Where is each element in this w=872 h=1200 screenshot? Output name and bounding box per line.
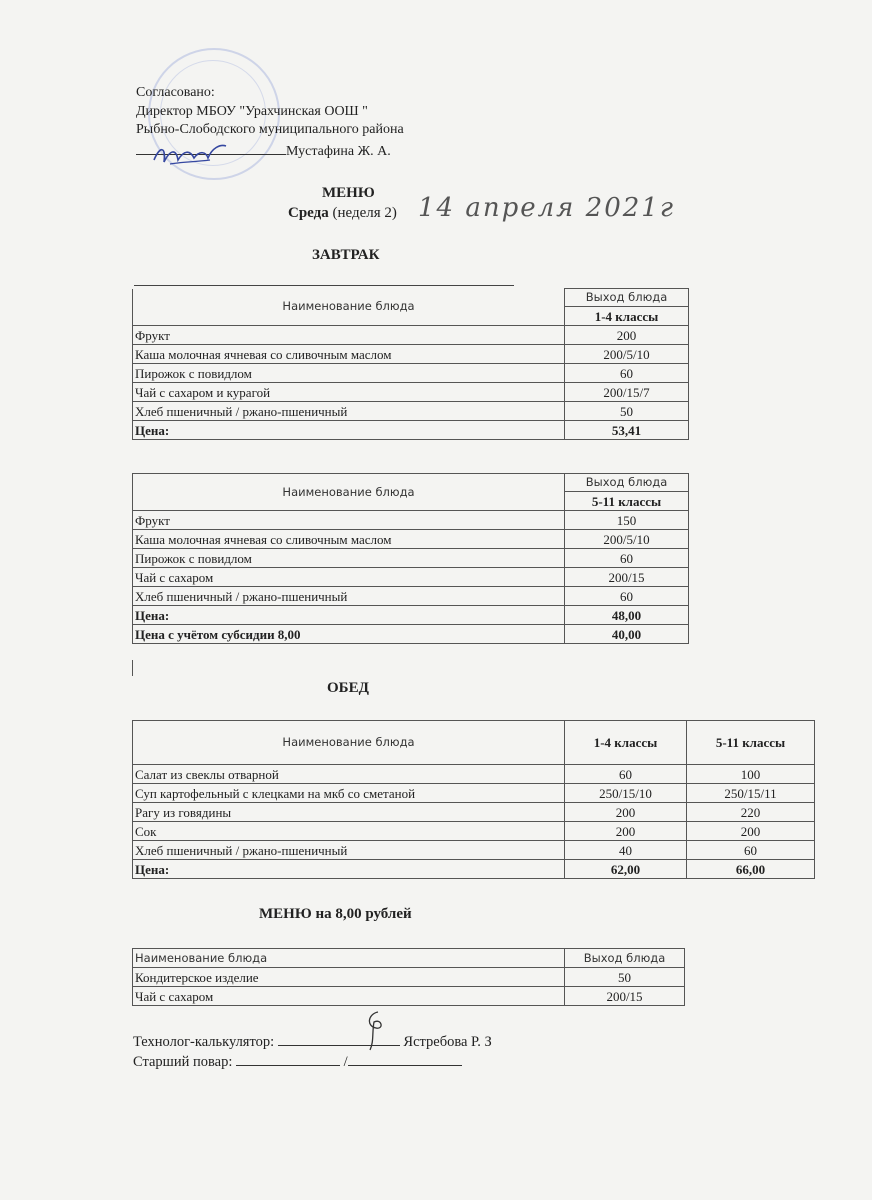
col-yield-header: Выход блюда <box>565 289 689 307</box>
day-line <box>288 205 397 222</box>
dish-name: Салат из свеклы отварной <box>133 765 565 784</box>
dish-yield: 50 <box>565 968 685 987</box>
director-name: Мустафина Ж. А. <box>286 143 391 159</box>
breakfast-table-5-11 <box>132 473 689 644</box>
dish-name: Каша молочная ячневая со сливочным маслом <box>133 530 565 549</box>
price-row <box>133 606 689 625</box>
cook-name-line <box>348 1052 462 1066</box>
dish-name: Суп картофельный с клецками на мкб со сметаной <box>133 784 565 803</box>
director-title: Директор МБОУ "Урахчинская ООШ " <box>136 103 368 119</box>
price-row <box>133 421 689 440</box>
dish-yield: 200/15/7 <box>565 383 689 402</box>
table-row <box>133 568 689 587</box>
table-row <box>133 402 689 421</box>
technologist-name: Ястребова Р. З <box>403 1034 492 1050</box>
dish-yield: 200/5/10 <box>565 345 689 364</box>
approval-label: Согласовано: <box>136 85 215 100</box>
menu8-table <box>132 948 685 1006</box>
yield-5-11: 100 <box>687 765 815 784</box>
yield-5-11: 200 <box>687 822 815 841</box>
price-label: Цена: <box>133 606 565 625</box>
col-name-header: Наименование блюда <box>133 949 565 968</box>
cook-label: Старший повар: <box>133 1054 233 1070</box>
table-row <box>133 549 689 568</box>
dish-name: Сок <box>133 822 565 841</box>
dish-name: Хлеб пшеничный / ржано-пшеничный <box>133 402 565 421</box>
dish-name: Каша молочная ячневая со сливочным маслом <box>133 345 565 364</box>
dish-yield: 200/15 <box>565 987 685 1006</box>
subsidy-price: 40,00 <box>565 625 689 644</box>
yield-5-11: 220 <box>687 803 815 822</box>
dish-name: Хлеб пшеничный / ржано-пшеничный <box>133 587 565 606</box>
yield-1-4: 60 <box>565 765 687 784</box>
breakfast-table-1-4 <box>132 288 689 440</box>
week-label: (неделя 2) <box>332 205 397 221</box>
price-5-11: 66,00 <box>687 860 815 879</box>
col-name-header: Наименование блюда <box>133 289 565 326</box>
col-group-header: 1-4 классы <box>565 307 689 326</box>
dish-name: Чай с сахаром <box>133 987 565 1006</box>
table-row <box>133 364 689 383</box>
dish-name: Фрукт <box>133 326 565 345</box>
yield-1-4: 40 <box>565 841 687 860</box>
top-rule <box>134 285 514 286</box>
price-1-4: 62,00 <box>565 860 687 879</box>
dish-yield: 150 <box>565 511 689 530</box>
price-row <box>133 860 815 879</box>
cook-signature-line <box>236 1052 340 1066</box>
handwritten-date: 14 апреля 2021г <box>418 193 675 223</box>
technologist-line <box>133 1032 492 1052</box>
table-row <box>133 784 815 803</box>
dish-name: Рагу из говядины <box>133 803 565 822</box>
director-signature <box>150 138 230 172</box>
menu8-heading: МЕНЮ на 8,00 рублей <box>259 906 412 922</box>
price-label: Цена: <box>133 421 565 440</box>
col-name-header: Наименование блюда <box>133 721 565 765</box>
dish-name: Чай с сахаром <box>133 568 565 587</box>
dish-yield: 60 <box>565 587 689 606</box>
col-5-11-header: 5-11 классы <box>687 721 815 765</box>
dish-yield: 60 <box>565 364 689 383</box>
table-row <box>133 511 689 530</box>
table-edge <box>132 660 133 676</box>
table-row <box>133 987 685 1006</box>
price-value: 48,00 <box>565 606 689 625</box>
dish-yield: 200/5/10 <box>565 530 689 549</box>
lunch-heading: ОБЕД <box>327 680 369 696</box>
table-row <box>133 841 815 860</box>
menu-title: МЕНЮ <box>322 185 375 201</box>
table-row <box>133 822 815 841</box>
day-name: Среда <box>288 205 329 221</box>
table-row <box>133 968 685 987</box>
table-row <box>133 803 815 822</box>
dish-name: Пирожок с повидлом <box>133 549 565 568</box>
table-row <box>133 383 689 402</box>
dish-yield: 60 <box>565 549 689 568</box>
price-value: 53,41 <box>565 421 689 440</box>
dish-name: Фрукт <box>133 511 565 530</box>
yield-1-4: 250/15/10 <box>565 784 687 803</box>
breakfast-heading: ЗАВТРАК <box>312 247 380 263</box>
table-row <box>133 345 689 364</box>
yield-5-11: 250/15/11 <box>687 784 815 803</box>
dish-name: Чай с сахаром и курагой <box>133 383 565 402</box>
subsidy-row <box>133 625 689 644</box>
dish-yield: 200/15 <box>565 568 689 587</box>
col-yield-header: Выход блюда <box>565 949 685 968</box>
table-row <box>133 326 689 345</box>
dish-name: Кондитерское изделие <box>133 968 565 987</box>
cook-separator: / <box>343 1054 348 1070</box>
dish-name: Пирожок с повидлом <box>133 364 565 383</box>
price-label: Цена: <box>133 860 565 879</box>
subsidy-label: Цена с учётом субсидии 8,00 <box>133 625 565 644</box>
technologist-label: Технолог-калькулятор: <box>133 1034 275 1050</box>
col-yield-header: Выход блюда <box>565 474 689 492</box>
dish-yield: 200 <box>565 326 689 345</box>
table-row <box>133 587 689 606</box>
dish-yield: 50 <box>565 402 689 421</box>
table-row <box>133 765 815 784</box>
yield-1-4: 200 <box>565 822 687 841</box>
cook-line <box>133 1052 462 1072</box>
technologist-signature <box>360 1008 390 1052</box>
col-group-header: 5-11 классы <box>565 492 689 511</box>
yield-5-11: 60 <box>687 841 815 860</box>
lunch-table <box>132 720 815 879</box>
dish-name: Хлеб пшеничный / ржано-пшеничный <box>133 841 565 860</box>
col-1-4-header: 1-4 классы <box>565 721 687 765</box>
table-row <box>133 530 689 549</box>
col-name-header: Наименование блюда <box>133 474 565 511</box>
district-name: Рыбно-Слободского муниципального района <box>136 122 404 137</box>
yield-1-4: 200 <box>565 803 687 822</box>
